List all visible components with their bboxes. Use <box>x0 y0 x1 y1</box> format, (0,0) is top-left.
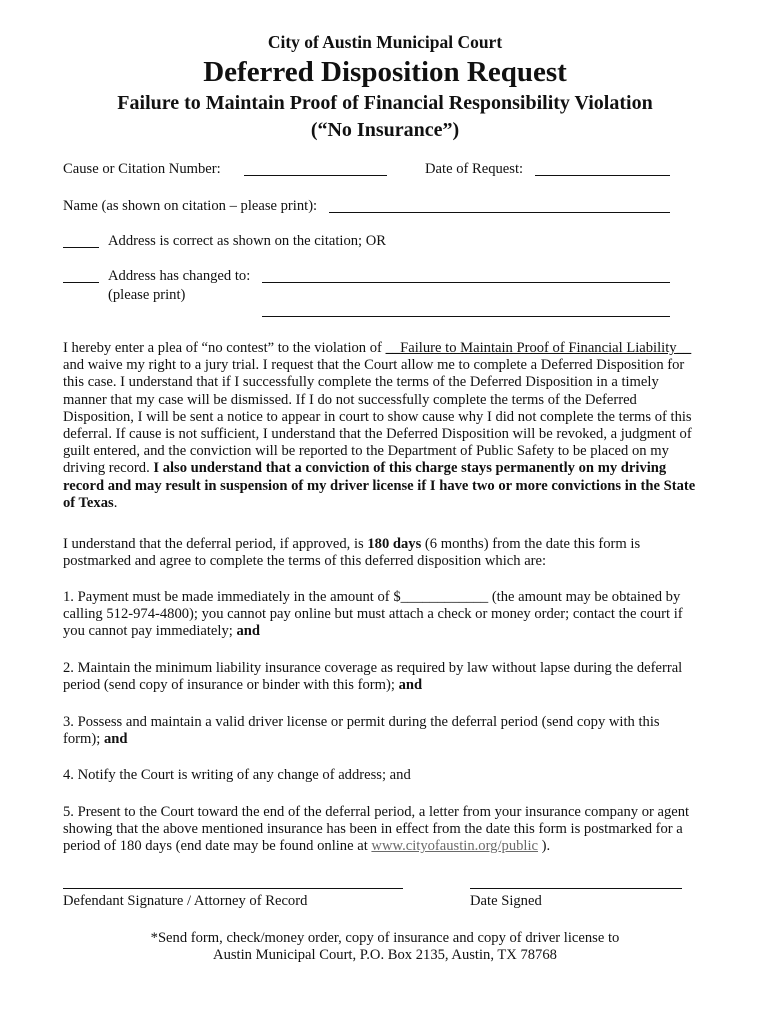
plea-text: Disposition, I will be sent a notice to appear in court to show cause why I did not complete the terms of this <box>63 408 692 425</box>
deferral-text: I understand that the deferral period, if approved, is <box>63 536 368 552</box>
name-label: Name (as shown on citation – please print): <box>63 198 318 214</box>
deferral-days: 180 days <box>367 536 422 552</box>
new-address-field-line1[interactable] <box>262 282 670 283</box>
mailing-instructions: *Send form, check/money order, copy of insurance and copy of driver license to <box>150 930 620 946</box>
term-text: 1. Payment must be made immediately in the amount of $____________ (the amount may be obtained by <box>63 589 681 605</box>
name-field[interactable] <box>329 212 670 213</box>
plea-text: driving record. <box>63 460 154 477</box>
date-of-request-label: Date of Request: <box>425 161 524 177</box>
plea-text: I hereby enter a plea of “no contest” to the violation of <box>63 340 386 356</box>
term-text: 4. Notify the Court is writing of any change of address; and <box>63 767 411 783</box>
conviction-warning: I also understand that a conviction of this charge stays permanently on my driving <box>153 460 667 477</box>
violation-name: __Failure to Maintain Proof of Financial Liability__ <box>385 340 692 356</box>
term-3 <box>63 714 725 748</box>
city-website-link[interactable]: www.cityofaustin.org/public <box>371 838 539 855</box>
plea-text: this case. I understand that if I successfully complete the terms of the Deferred Disposition in a timely <box>63 374 659 391</box>
term-text: form); <box>63 731 104 748</box>
conviction-warning: record and may result in suspension of my driver license if I have two or more convictions in the State <box>63 477 696 494</box>
plea-text: . <box>113 494 118 511</box>
date-of-request-field[interactable] <box>535 175 670 176</box>
address-correct-checkbox-line[interactable] <box>63 247 99 248</box>
term-text: ). <box>538 838 551 855</box>
court-name: City of Austin Municipal Court <box>267 32 503 52</box>
term-1 <box>63 589 725 641</box>
conviction-warning: of Texas <box>63 494 114 511</box>
date-signed-field[interactable] <box>470 888 682 889</box>
term-text: showing that the above mentioned insurance has been in effect from the date this form is postmarked for a <box>63 821 683 838</box>
plea-text: deferral. If cause is not sufficient, I understand that the Deferred Disposition will be revoked, a judgment of <box>63 426 692 443</box>
term-text: period (send copy of insurance or binder with this form); <box>63 677 399 694</box>
address-changed-checkbox-line[interactable] <box>63 282 99 283</box>
subtitle-violation: Failure to Maintain Proof of Financial Responsibility Violation <box>117 92 653 114</box>
please-print-note: (please print) <box>108 287 186 303</box>
page-title: Deferred Disposition Request <box>203 56 567 88</box>
defendant-signature-label: Defendant Signature / Attorney of Record <box>63 893 308 909</box>
deferral-text: postmarked and agree to complete the terms of this deferred disposition which are: <box>63 553 547 570</box>
and-conjunction: and <box>398 677 423 694</box>
plea-text: guilt entered, and the conviction will be reported to the Department of Public Safety to be placed on my <box>63 443 669 460</box>
term-4 <box>63 767 725 784</box>
deferral-paragraph <box>63 536 725 570</box>
deferral-text: (6 months) from the date this form is <box>421 536 641 552</box>
subtitle-no-insurance: (“No Insurance”) <box>310 119 460 141</box>
plea-text: and waive my right to a jury trial. I request that the Court allow me to complete a Deferred Disposition for <box>63 357 685 374</box>
term-5 <box>63 804 725 856</box>
term-text: 3. Possess and maintain a valid driver license or permit during the deferral period (send copy with this <box>63 714 660 730</box>
term-text: 5. Present to the Court toward the end of the deferral period, a letter from your insurance company or agent <box>63 804 690 820</box>
new-address-field-line2[interactable] <box>262 316 670 317</box>
term-text: calling 512-974-4800); you cannot pay online but must attach a check or money order; contact the court if <box>63 606 683 623</box>
term-text: 2. Maintain the minimum liability insurance coverage as required by law without lapse during the deferral <box>63 660 683 676</box>
term-text: period of 180 days (end date may be found online at <box>63 838 372 855</box>
address-changed-label: Address has changed to: <box>108 268 251 284</box>
term-text: you cannot pay immediately; <box>63 623 237 640</box>
cause-number-label: Cause or Citation Number: <box>63 161 221 177</box>
and-conjunction: and <box>103 731 128 748</box>
plea-text: manner that my case will be dismissed. If I do not successfully complete the terms of the Deferred <box>63 391 637 408</box>
term-2 <box>63 660 725 694</box>
cause-number-field[interactable] <box>244 175 387 176</box>
court-address: Austin Municipal Court, P.O. Box 2135, Austin, TX 78768 <box>213 947 557 963</box>
address-correct-label: Address is correct as shown on the citation; OR <box>108 233 387 249</box>
plea-paragraph <box>63 340 725 512</box>
defendant-signature-field[interactable] <box>63 888 403 889</box>
date-signed-label: Date Signed <box>470 893 542 909</box>
and-conjunction: and <box>236 623 260 640</box>
